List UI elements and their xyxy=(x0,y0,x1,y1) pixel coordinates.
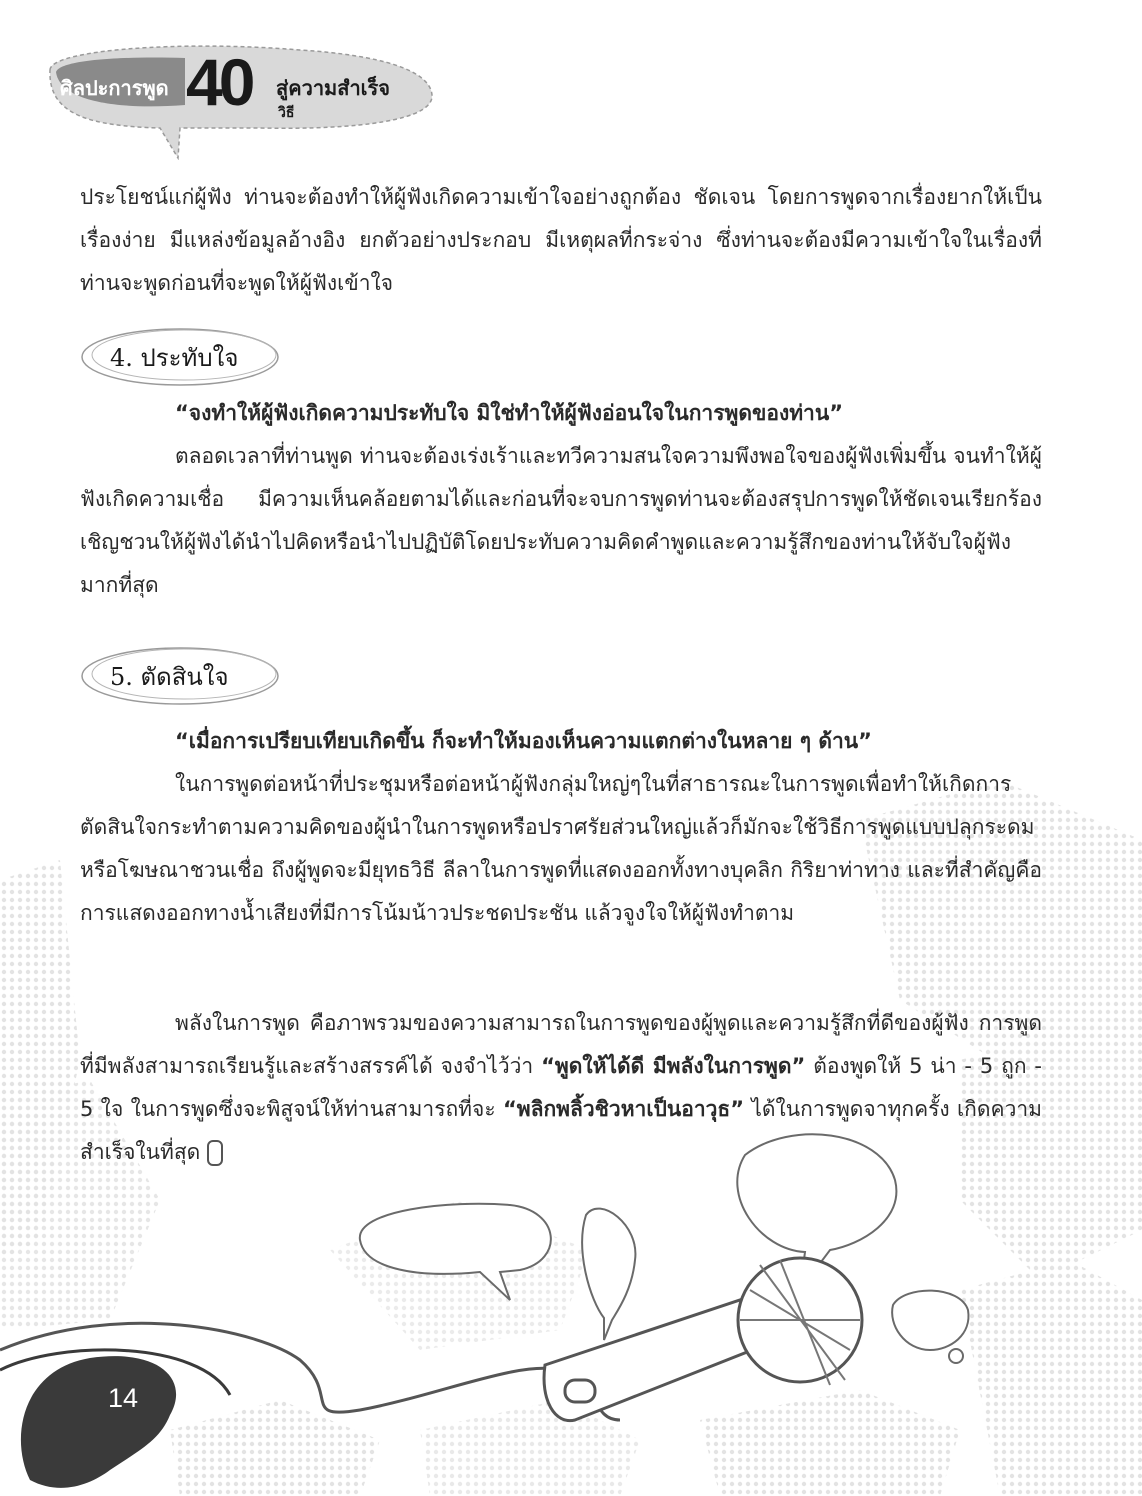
closing-emphasis-1: “พูดให้ได้ดี มีพลังในการพูด” xyxy=(541,1054,806,1078)
section-4-label: 4. ประทับใจ xyxy=(110,344,239,372)
small-microphone-icon xyxy=(207,1140,223,1166)
header-title-left: ศิลปะการพูด xyxy=(60,76,169,100)
intro-text: ประโยชน์แก่ผู้ฟัง ท่านจะต้องทำให้ผู้ฟังเกิดความเข้าใจอย่างถูกต้อง ชัดเจน โดยการพูดจากเรื่องยากให้เป็นเรื่องง่าย มีแหล่งข้อมูลอ้างอิง ยกตัวอย่างประกอบ มีเหตุผลที่กระจ่าง ซึ่งท่านจะต้องมีความเข้าใจในเรื่องที่ท่านจะพูดก่อนที่จะพูดให้ผู้ฟังเข้าใจ xyxy=(80,185,1042,295)
section-4-heading xyxy=(80,322,300,392)
closing-text: พลังในการพูด คือภาพรวมของความสามารถในการพูดของผู้พูดและความรู้สึกที่ดีของผู้ฟัง การพูดที่มีพลังสามารถเรียนรู้และสร้างสรรค์ได้ จงจำไว้ว่า “พูดให้ได้ดี มีพลังในการพูด” ต้องพูดให้ 5 น่า - 5 ถูก - 5 ใจ ในการพูดซึ่งจะพิสูจน์ให้ท่านสามารถที่จะ “พลิกพลิ้วชิวหาเป็นอาวุธ” ได้ในการพูดจาทุกครั้ง เกิดความสำเร็จในที่สุด xyxy=(80,1011,1042,1164)
chapter-header xyxy=(0,0,460,160)
header-title-right: สู่ความสำเร็จ xyxy=(276,76,390,100)
section-5-body: ในการพูดต่อหน้าที่ประชุมหรือต่อหน้าผู้ฟังกลุ่มใหญ่ๆในที่สาธารณะในการพูดเพื่อทำให้เกิดการตัดสินใจกระทำตามความคิดของผู้นำในการพูดหรือปราศรัยส่วนใหญ่แล้วก็มักจะใช้วิธีการพูดแบบปลุกระดมหรือโฆษณาชวนเชื่อ ถึงผู้พูดจะมียุทธวิธี ลีลาในการพูดที่แสดงออกทั้งทางบุคลิก กิริยาท่าทาง และที่สำคัญคือ การแสดงออกทางน้ำเสียงที่มีการโน้มน้าวประชดประชัน แล้วจูงใจให้ผู้ฟังทำตาม xyxy=(80,772,1042,925)
section-4-quote: “จงทำให้ผู้ฟังเกิดความประทับใจ มิใช่ทำให้ผู้ฟังอ่อนใจในการพูดของท่าน” xyxy=(175,401,843,425)
section-5-heading xyxy=(80,641,300,711)
closing-emphasis-2: “พลิกพลิ้วชิวหาเป็นอาวุธ” xyxy=(502,1097,745,1121)
section-5-label: 5. ตัดสินใจ xyxy=(110,663,229,691)
section-4-body: ตลอดเวลาที่ท่านพูด ท่านจะต้องเร่งเร้าและทวีความสนใจความพึงพอใจของผู้ฟังเพิ่มขึ้น จนทำให้ผู้ฟังเกิดความเชื่อ มีความเห็นคล้อยตามได้และก่อนที่จะจบการพูดท่านจะต้องสรุปการพูดให้ชัดเจนเรียกร้องเชิญชวนให้ผู้ฟังได้นำไปคิดหรือนำไปปฏิบัติโดยประทับความคิดคำพูดและความรู้สึกของท่านให้จับใจผู้ฟังมากที่สุด xyxy=(80,444,1042,597)
header-unit: วิธี xyxy=(278,105,295,121)
section-4-content xyxy=(80,392,1042,607)
closing-paragraph xyxy=(80,1002,1042,1174)
page-number: 14 xyxy=(108,1383,139,1413)
section-5-quote: “เมื่อการเปรียบเทียบเกิดขึ้น ก็จะทำให้มองเห็นความแตกต่างในหลาย ๆ ด้าน” xyxy=(175,729,872,753)
intro-paragraph xyxy=(80,176,1042,305)
section-5-content xyxy=(80,720,1042,935)
header-number: 40 xyxy=(186,45,252,119)
page-tab xyxy=(21,1356,176,1488)
